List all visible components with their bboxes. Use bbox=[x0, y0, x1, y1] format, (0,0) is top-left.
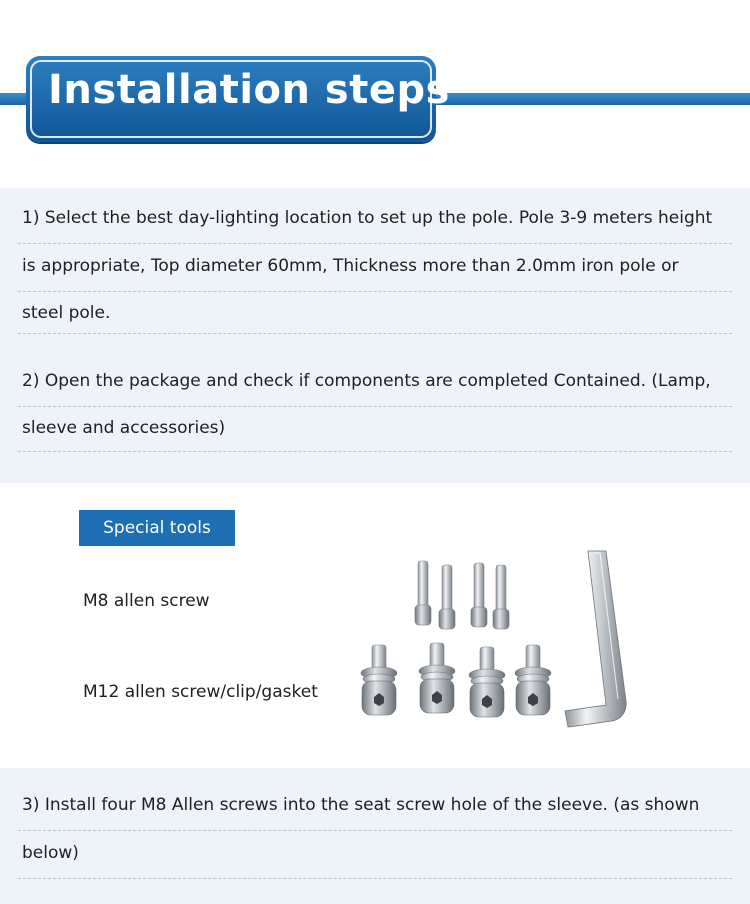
step-1-line-1: 1) Select the best day-lighting location to set up the pole. Pole 3-9 meters height bbox=[22, 208, 713, 228]
dashed-divider bbox=[18, 406, 732, 407]
m8-screws-icon bbox=[415, 561, 509, 629]
special-tools-section bbox=[0, 483, 750, 768]
dashed-divider bbox=[18, 878, 732, 879]
dashed-divider bbox=[18, 333, 732, 334]
m12-screws-icon bbox=[361, 643, 551, 717]
allen-wrench-icon bbox=[565, 551, 626, 727]
step-3-line-2: below) bbox=[22, 843, 79, 863]
dashed-divider bbox=[18, 291, 732, 292]
step-2-line-2: sleeve and accessories) bbox=[22, 418, 226, 438]
step-1-line-2: is appropriate, Top diameter 60mm, Thickness more than 2.0mm iron pole or bbox=[22, 256, 679, 276]
step-1-line-3: steel pole. bbox=[22, 303, 111, 323]
steps-panel-1-2 bbox=[0, 188, 750, 483]
special-tools-heading: Special tools bbox=[79, 510, 235, 546]
dashed-divider bbox=[18, 243, 732, 244]
dashed-divider bbox=[18, 830, 732, 831]
page-title: Installation steps bbox=[48, 67, 450, 113]
tool-label-m12: M12 allen screw/clip/gasket bbox=[83, 682, 318, 702]
steps-panel-3 bbox=[0, 768, 750, 904]
title-badge bbox=[26, 56, 450, 142]
step-2-line-1: 2) Open the package and check if components are completed Contained. (Lamp, bbox=[22, 371, 711, 391]
dashed-divider bbox=[18, 451, 732, 452]
tools-illustration bbox=[350, 543, 640, 743]
page-header bbox=[0, 0, 750, 188]
tool-label-m8: M8 allen screw bbox=[83, 591, 210, 611]
step-3-line-1: 3) Install four M8 Allen screws into the seat screw hole of the sleeve. (as shown bbox=[22, 795, 700, 815]
